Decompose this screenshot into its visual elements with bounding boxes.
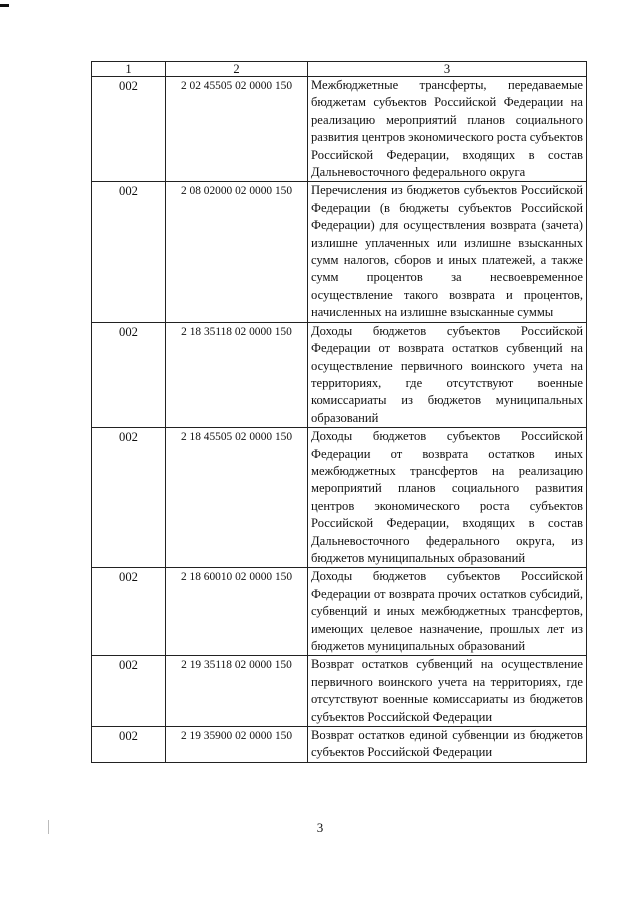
description-cell: Возврат остатков единой субвенции из бюджетов субъектов Российской Федерации — [308, 727, 587, 763]
column-header-2: 2 — [166, 62, 308, 77]
income-code-cell: 2 19 35118 02 0000 150 — [166, 656, 308, 727]
table-row — [92, 727, 587, 763]
income-code-cell: 2 18 35118 02 0000 150 — [166, 322, 308, 427]
table-row — [92, 77, 587, 182]
table-row — [92, 322, 587, 427]
column-header-1: 1 — [92, 62, 166, 77]
description-cell: Доходы бюджетов субъектов Российской Федерации от возврата остатков иных межбюджетных трансфертов на реализацию мероприятий планов социального развития центров экономического роста субъектов Российской Федерации, входящих в состав Дальневосточного федерального округа, из бюджетов муниципальных образований — [308, 428, 587, 568]
admin-code-cell: 002 — [92, 568, 166, 656]
description-cell: Доходы бюджетов субъектов Российской Федерации от возврата остатков субвенций на осуществление первичного воинского учета на территориях, где отсутствуют военные комиссариаты из бюджетов муниципальных образований — [308, 322, 587, 427]
table-header-row — [92, 62, 587, 77]
income-code-cell: 2 18 60010 02 0000 150 — [166, 568, 308, 656]
income-code-cell: 2 08 02000 02 0000 150 — [166, 182, 308, 322]
income-codes-table — [91, 61, 587, 763]
description-cell: Перечисления из бюджетов субъектов Российской Федерации (в бюджеты субъектов Российской Федерации) для осуществления возврата (зачета) излишне уплаченных или излишне взысканных сумм налогов, сборов и иных платежей, а также сумм процентов за несвоевременное осуществление такого возврата и процентов, начисленных на излишне взысканные суммы — [308, 182, 587, 322]
admin-code-cell: 002 — [92, 656, 166, 727]
income-code-cell: 2 19 35900 02 0000 150 — [166, 727, 308, 763]
income-code-cell: 2 18 45505 02 0000 150 — [166, 428, 308, 568]
income-code-cell: 2 02 45505 02 0000 150 — [166, 77, 308, 182]
admin-code-cell: 002 — [92, 428, 166, 568]
admin-code-cell: 002 — [92, 77, 166, 182]
table-row — [92, 568, 587, 656]
page-number: 3 — [316, 820, 324, 835]
scan-corner-mark — [0, 4, 9, 7]
column-header-3: 3 — [308, 62, 587, 77]
admin-code-cell: 002 — [92, 322, 166, 427]
table-row — [92, 182, 587, 322]
description-cell: Межбюджетные трансферты, передаваемые бюджетам субъектов Российской Федерации на реализацию мероприятий планов социального развития центров экономического роста субъектов Российской Федерации, входящих в состав Дальневосточного федерального округа — [308, 77, 587, 182]
admin-code-cell: 002 — [92, 727, 166, 763]
table-row — [92, 656, 587, 727]
description-cell: Доходы бюджетов субъектов Российской Федерации от возврата прочих остатков субсидий, субвенций и иных межбюджетных трансфертов, имеющих целевое назначение, прошлых лет из бюджетов муниципальных образований — [308, 568, 587, 656]
table-row — [92, 428, 587, 568]
description-cell: Возврат остатков субвенций на осуществление первичного воинского учета на территориях, где отсутствуют военные комиссариаты из бюджетов субъектов Российской Федерации — [308, 656, 587, 727]
admin-code-cell: 002 — [92, 182, 166, 322]
